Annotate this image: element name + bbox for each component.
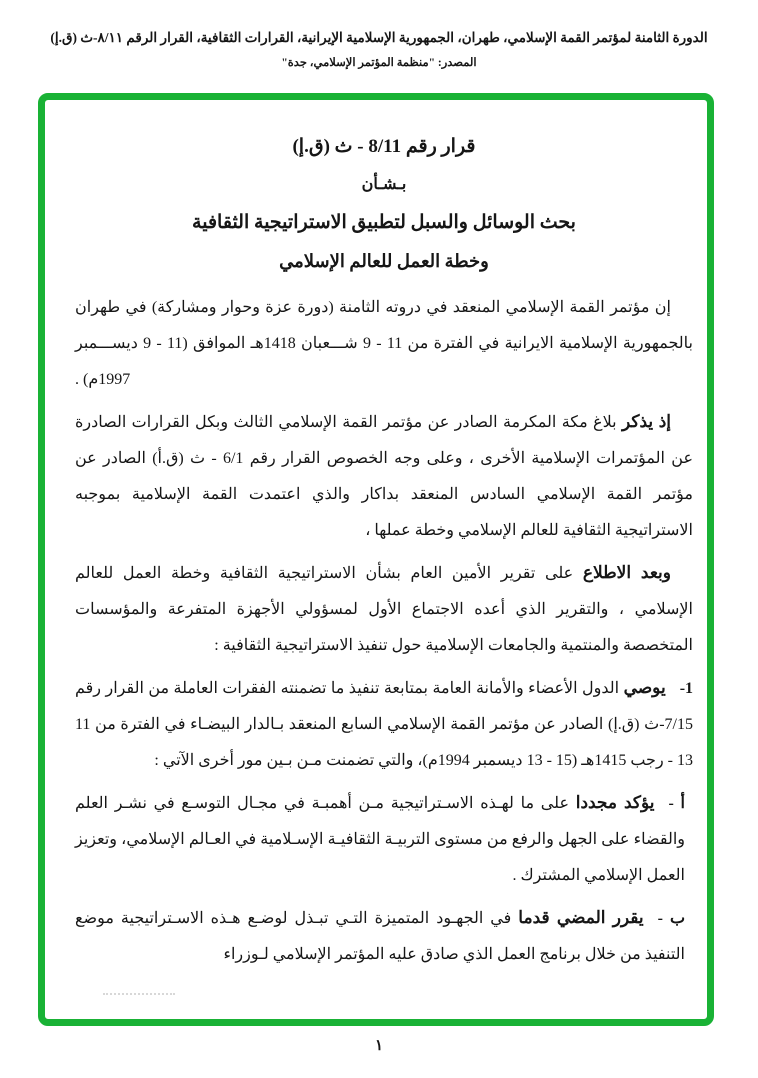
list-item-lead: يقرر المضي قدما xyxy=(518,908,644,927)
list-item-lead: يؤكد مجددا xyxy=(575,793,655,812)
resolution-subject-line2: وخطة العمل للعالم الإسلامي xyxy=(279,251,489,271)
paragraph-having-reviewed xyxy=(75,555,693,664)
list-item-1 xyxy=(75,670,693,779)
scan-artifact xyxy=(103,993,175,995)
list-item-marker: ب - xyxy=(657,910,686,927)
paragraph-lead: وبعد الاطلاع xyxy=(582,563,672,582)
resolution-number-title: قرار رقم 8/11 - ث (ق.إ) xyxy=(292,136,476,157)
green-border-frame xyxy=(38,93,714,1026)
document-header xyxy=(0,28,758,69)
list-item-marker: أ - xyxy=(668,795,686,812)
list-item-b xyxy=(75,900,693,973)
list-item-marker: 1- xyxy=(679,680,694,697)
page-number: ١ xyxy=(374,1038,384,1054)
list-item-text: الدول الأعضاء والأمانة العامة بمتابعة تنفيذ ما تضمنته الفقرات العاملة من القرار رقم 7/15-ث (ق.إ) الصادر عن مؤتمر القمة الإسلامي السابع المنعقد بـالدار البيضـاء في الفترة من ‭11 - 13‬ رجب 1415هـ (‭13 - 15‬ ديسمبر 1994م)، والتي تضمنت مـن بـين مور أخرى الآتي : xyxy=(75,680,693,769)
paragraph-recalling xyxy=(75,404,693,549)
list-item-text: في الجهـود المتميزة التـي تبـذل لوضـع هـذه الاسـتراتيجية موضع التنفيذ من خلال برنامج العمل الذي صادق عليه المؤتمر الإسلامي لـوزراء xyxy=(75,910,685,963)
header-source-line: المصدر: "منظمة المؤتمر الإسلامي، جدة" xyxy=(281,57,477,69)
header-session-line: الدورة الثامنة لمؤتمر القمة الإسلامي، طهران، الجمهورية الإسلامية الإيرانية، القرارات الثقافية، القرار الرقم ٨/١١-ث (ق.إ) xyxy=(50,30,708,45)
paragraph-text: على تقرير الأمين العام بشأن الاستراتيجية الثقافية وخطة العمل للعالم الإسلامي ، والتقرير الذي أعده الاجتماع الأول لمسؤولي الأجهزة المتفرعة والمؤسسات المتخصصة والمنتمية والجامعات الإسلامية حول تنفيذ الاستراتيجية الثقافية : xyxy=(75,565,693,654)
paragraph-lead: إذ يذكر xyxy=(621,412,672,431)
list-item-a xyxy=(75,785,693,894)
paragraph-text: إن مؤتمر القمة الإسلامي المنعقد في دروته الثامنة (دورة عزة وحوار ومشاركة) في طهران بالجمهورية الإسلامية الايرانية في الفترة من ‭9 - 11‬ شـــعبان 1418هـ الموافق (‭9 - 11‬ ديســـمبر 1997م) . xyxy=(75,299,694,388)
list-item-lead: يوصي xyxy=(623,678,666,697)
resolution-regarding-word: بـشـأن xyxy=(361,176,407,193)
resolution-title-block xyxy=(75,128,693,280)
paragraph-preamble xyxy=(75,290,693,398)
list-item-text: على ما لهـذه الاسـتراتيجية مـن أهمبـة في مجـال التوسـع في نشـر العلم والقضاء على الجهل والرفع من مستوى التربيـة الثقافيـة الإسـلامية في العـالم الإسلامي، وتعزيز العمل الإسلامي المشترك . xyxy=(75,795,685,884)
resolution-subject-line: بحث الوسائل والسبل لتطبيق الاستراتيجية الثقافية xyxy=(192,212,576,233)
paragraph-text: بلاغ مكة المكرمة الصادر عن مؤتمر القمة الإسلامي الثالث وبكل القرارات الصادرة عن المؤتمرات الإسلامية الأخرى ، وعلى وجه الخصوص القرار رقم 6/1 - ث (ق.أ) الصادر عن مؤتمر القمة الإسلامي السادس المنعقد بداكار والذي اعتمدت القمة الإسلامية بموجبه الاستراتيجية الثقافية للعالم الإسلامي وخطة عملها ، xyxy=(75,414,693,539)
